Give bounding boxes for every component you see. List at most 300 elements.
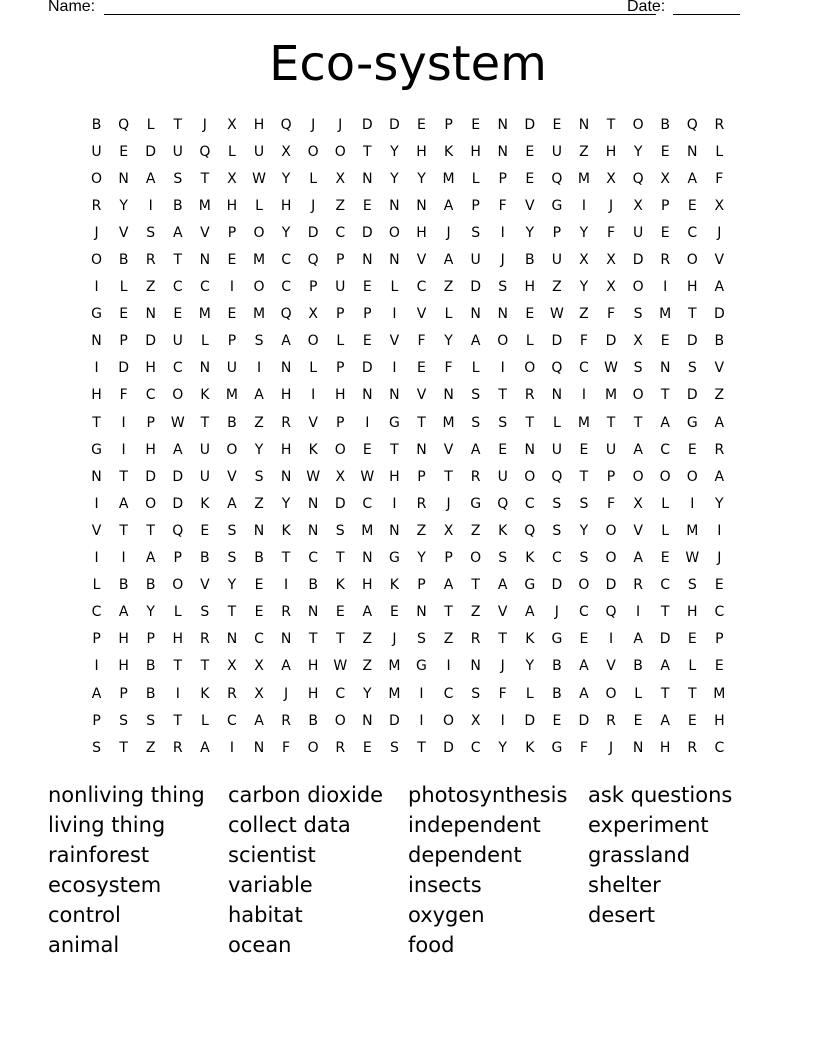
grid-letter[interactable]: P bbox=[471, 197, 480, 214]
grid-letter[interactable]: E bbox=[417, 116, 426, 133]
grid-letter[interactable]: T bbox=[92, 414, 101, 431]
grid-letter[interactable]: U bbox=[172, 333, 183, 350]
grid-letter[interactable]: E bbox=[552, 116, 562, 133]
grid-letter[interactable]: Y bbox=[227, 577, 237, 594]
grid-letter[interactable]: A bbox=[470, 441, 481, 458]
grid-letter[interactable]: B bbox=[200, 550, 210, 567]
grid-letter[interactable]: X bbox=[443, 522, 454, 539]
grid-letter[interactable]: V bbox=[91, 522, 102, 539]
grid-letter[interactable]: O bbox=[307, 739, 319, 756]
grid-letter[interactable]: X bbox=[606, 279, 616, 296]
grid-letter[interactable]: L bbox=[634, 685, 642, 702]
grid-letter[interactable]: D bbox=[605, 333, 617, 350]
grid-letter[interactable]: R bbox=[172, 739, 183, 756]
grid-letter[interactable]: N bbox=[470, 306, 481, 323]
grid-letter[interactable]: U bbox=[172, 143, 183, 160]
grid-letter[interactable]: O bbox=[172, 577, 184, 594]
grid-letter[interactable]: R bbox=[524, 387, 535, 404]
grid-letter[interactable]: C bbox=[714, 739, 725, 756]
grid-letter[interactable]: V bbox=[416, 252, 427, 269]
grid-letter[interactable]: T bbox=[200, 170, 210, 187]
grid-letter[interactable]: T bbox=[687, 685, 697, 702]
grid-letter[interactable]: M bbox=[225, 387, 238, 404]
grid-letter[interactable]: K bbox=[389, 577, 399, 594]
grid-letter[interactable]: C bbox=[524, 495, 535, 512]
grid-letter[interactable]: I bbox=[663, 279, 668, 296]
grid-letter[interactable]: Q bbox=[172, 522, 184, 539]
grid-letter[interactable]: S bbox=[471, 685, 481, 702]
grid-letter[interactable]: Z bbox=[579, 306, 589, 323]
grid-letter[interactable]: F bbox=[498, 197, 507, 214]
grid-letter[interactable]: A bbox=[254, 387, 264, 404]
grid-letter[interactable]: G bbox=[686, 414, 698, 431]
grid-letter[interactable]: V bbox=[308, 414, 318, 431]
grid-letter[interactable]: U bbox=[497, 468, 508, 485]
grid-letter[interactable]: Z bbox=[443, 631, 454, 648]
grid-letter[interactable]: P bbox=[146, 414, 155, 431]
grid-letter[interactable]: A bbox=[281, 333, 291, 350]
grid-letter[interactable]: Y bbox=[525, 658, 535, 675]
grid-letter[interactable]: A bbox=[362, 604, 373, 621]
grid-letter[interactable]: M bbox=[659, 306, 672, 323]
grid-letter[interactable]: I bbox=[581, 197, 587, 214]
grid-letter[interactable]: O bbox=[686, 252, 698, 269]
grid-letter[interactable]: Q bbox=[551, 170, 563, 187]
grid-letter[interactable]: R bbox=[281, 604, 291, 621]
grid-letter[interactable]: O bbox=[605, 685, 617, 702]
grid-letter[interactable]: L bbox=[255, 197, 263, 214]
grid-letter[interactable]: X bbox=[579, 252, 589, 269]
grid-letter[interactable]: V bbox=[606, 658, 616, 675]
grid-letter[interactable]: N bbox=[91, 468, 102, 485]
grid-letter[interactable]: A bbox=[579, 685, 589, 702]
grid-letter[interactable]: T bbox=[281, 550, 291, 567]
grid-letter[interactable]: R bbox=[633, 577, 643, 594]
grid-letter[interactable]: L bbox=[200, 333, 209, 350]
grid-letter[interactable]: C bbox=[281, 252, 291, 269]
grid-letter[interactable]: O bbox=[443, 712, 455, 729]
grid-letter[interactable]: I bbox=[636, 604, 641, 621]
grid-letter[interactable]: E bbox=[227, 252, 237, 269]
grid-letter[interactable]: Z bbox=[145, 279, 156, 296]
grid-letter[interactable]: T bbox=[390, 441, 399, 458]
grid-letter[interactable]: M bbox=[361, 522, 374, 539]
grid-letter[interactable]: D bbox=[524, 712, 536, 729]
grid-letter[interactable]: A bbox=[687, 170, 698, 187]
grid-letter[interactable]: I bbox=[94, 495, 99, 512]
grid-letter[interactable]: U bbox=[551, 143, 562, 160]
grid-letter[interactable]: L bbox=[471, 170, 480, 187]
grid-letter[interactable]: T bbox=[417, 414, 426, 431]
grid-letter[interactable]: O bbox=[334, 712, 346, 729]
grid-letter[interactable]: T bbox=[525, 414, 535, 431]
grid-letter[interactable]: B bbox=[308, 577, 318, 594]
grid-letter[interactable]: V bbox=[118, 224, 129, 241]
grid-letter[interactable]: N bbox=[280, 631, 292, 648]
grid-letter[interactable]: T bbox=[444, 604, 453, 621]
grid-letter[interactable]: L bbox=[336, 333, 345, 350]
grid-letter[interactable]: M bbox=[252, 306, 266, 323]
grid-letter[interactable]: D bbox=[551, 333, 563, 350]
grid-letter[interactable]: N bbox=[389, 522, 400, 539]
grid-letter[interactable]: M bbox=[577, 414, 590, 431]
grid-letter[interactable]: R bbox=[281, 712, 291, 729]
grid-letter[interactable]: N bbox=[578, 116, 590, 133]
grid-letter[interactable]: I bbox=[419, 685, 424, 702]
grid-letter[interactable]: H bbox=[416, 224, 427, 241]
grid-letter[interactable]: D bbox=[389, 712, 400, 729]
grid-letter[interactable]: J bbox=[717, 224, 722, 241]
grid-letter[interactable]: B bbox=[660, 116, 670, 133]
grid-letter[interactable]: P bbox=[227, 333, 237, 350]
grid-letter[interactable]: A bbox=[660, 712, 670, 729]
grid-letter[interactable]: T bbox=[498, 631, 507, 648]
grid-letter[interactable]: K bbox=[335, 577, 345, 594]
grid-letter[interactable]: A bbox=[118, 495, 129, 512]
grid-letter[interactable]: T bbox=[660, 685, 670, 702]
grid-letter[interactable]: P bbox=[417, 577, 426, 594]
grid-letter[interactable]: E bbox=[362, 333, 372, 350]
grid-letter[interactable]: G bbox=[416, 658, 427, 675]
grid-letter[interactable]: R bbox=[714, 441, 725, 458]
grid-letter[interactable]: G bbox=[551, 197, 563, 214]
grid-letter[interactable]: E bbox=[119, 306, 129, 323]
grid-letter[interactable]: S bbox=[417, 631, 426, 648]
grid-letter[interactable]: E bbox=[362, 197, 372, 214]
grid-letter[interactable]: C bbox=[91, 604, 102, 621]
grid-letter[interactable]: I bbox=[392, 495, 397, 512]
grid-letter[interactable]: I bbox=[717, 522, 722, 539]
grid-letter[interactable]: V bbox=[389, 333, 400, 350]
grid-letter[interactable]: O bbox=[686, 468, 698, 485]
grid-letter[interactable]: F bbox=[417, 333, 426, 350]
grid-letter[interactable]: O bbox=[632, 116, 644, 133]
grid-letter[interactable]: N bbox=[307, 522, 319, 539]
grid-letter[interactable]: C bbox=[579, 360, 589, 377]
grid-letter[interactable]: L bbox=[552, 414, 561, 431]
grid-letter[interactable]: S bbox=[146, 712, 156, 729]
grid-letter[interactable]: O bbox=[524, 360, 536, 377]
grid-letter[interactable]: T bbox=[173, 658, 183, 675]
grid-letter[interactable]: O bbox=[632, 387, 644, 404]
grid-letter[interactable]: L bbox=[471, 360, 480, 377]
grid-letter[interactable]: V bbox=[714, 360, 725, 377]
grid-letter[interactable]: P bbox=[444, 116, 453, 133]
grid-letter[interactable]: V bbox=[227, 468, 237, 485]
grid-letter[interactable]: A bbox=[254, 712, 264, 729]
grid-letter[interactable]: V bbox=[497, 604, 508, 621]
grid-letter[interactable]: K bbox=[498, 522, 508, 539]
grid-letter[interactable]: N bbox=[253, 739, 265, 756]
grid-letter[interactable]: O bbox=[632, 468, 644, 485]
grid-letter[interactable]: S bbox=[254, 468, 264, 485]
grid-letter[interactable]: F bbox=[579, 739, 588, 756]
grid-letter[interactable]: P bbox=[173, 550, 182, 567]
grid-letter[interactable]: Z bbox=[443, 279, 454, 296]
grid-letter[interactable]: B bbox=[145, 658, 156, 675]
grid-letter[interactable]: Y bbox=[579, 224, 589, 241]
grid-letter[interactable]: T bbox=[119, 522, 128, 539]
grid-letter[interactable]: C bbox=[172, 360, 183, 377]
grid-letter[interactable]: N bbox=[687, 143, 698, 160]
grid-letter[interactable]: A bbox=[660, 658, 670, 675]
grid-letter[interactable]: R bbox=[335, 739, 346, 756]
grid-letter[interactable]: U bbox=[632, 224, 644, 241]
grid-letter[interactable]: S bbox=[552, 495, 562, 512]
grid-letter[interactable]: A bbox=[633, 631, 643, 648]
grid-letter[interactable]: Z bbox=[416, 522, 427, 539]
grid-letter[interactable]: F bbox=[119, 387, 128, 404]
grid-letter[interactable]: N bbox=[632, 739, 644, 756]
grid-letter[interactable]: I bbox=[148, 197, 153, 214]
grid-letter[interactable]: G bbox=[388, 550, 400, 567]
grid-letter[interactable]: E bbox=[687, 631, 697, 648]
grid-letter[interactable]: H bbox=[389, 468, 400, 485]
grid-letter[interactable]: L bbox=[200, 712, 209, 729]
grid-letter[interactable]: H bbox=[362, 577, 373, 594]
grid-letter[interactable]: P bbox=[336, 306, 345, 323]
grid-letter[interactable]: C bbox=[416, 279, 427, 296]
grid-letter[interactable]: G bbox=[551, 631, 563, 648]
grid-letter[interactable]: P bbox=[444, 550, 453, 567]
grid-letter[interactable]: S bbox=[552, 522, 562, 539]
grid-letter[interactable]: R bbox=[606, 712, 616, 729]
grid-letter[interactable]: R bbox=[227, 685, 237, 702]
grid-letter[interactable]: A bbox=[172, 224, 183, 241]
grid-letter[interactable]: E bbox=[200, 522, 210, 539]
grid-letter[interactable]: L bbox=[390, 279, 399, 296]
grid-letter[interactable]: V bbox=[200, 224, 210, 241]
grid-letter[interactable]: V bbox=[416, 306, 427, 323]
grid-letter[interactable]: H bbox=[145, 441, 156, 458]
grid-letter[interactable]: D bbox=[145, 468, 157, 485]
grid-letter[interactable]: P bbox=[660, 197, 670, 214]
grid-letter[interactable]: N bbox=[307, 604, 319, 621]
grid-letter[interactable]: X bbox=[714, 197, 725, 214]
grid-letter[interactable]: M bbox=[198, 197, 211, 214]
grid-letter[interactable]: H bbox=[280, 197, 292, 214]
grid-letter[interactable]: O bbox=[226, 441, 238, 458]
grid-letter[interactable]: Q bbox=[686, 116, 698, 133]
grid-letter[interactable]: A bbox=[579, 658, 589, 675]
grid-letter[interactable]: V bbox=[633, 522, 643, 539]
grid-letter[interactable]: M bbox=[388, 658, 401, 675]
grid-letter[interactable]: D bbox=[578, 712, 590, 729]
grid-letter[interactable]: B bbox=[633, 658, 643, 675]
grid-letter[interactable]: B bbox=[172, 197, 183, 214]
grid-letter[interactable]: N bbox=[389, 387, 400, 404]
grid-letter[interactable]: F bbox=[606, 495, 616, 512]
grid-letter[interactable]: I bbox=[392, 360, 397, 377]
grid-letter[interactable]: K bbox=[308, 441, 318, 458]
grid-letter[interactable]: A bbox=[172, 441, 183, 458]
grid-letter[interactable]: C bbox=[308, 550, 319, 567]
grid-letter[interactable]: G bbox=[551, 739, 563, 756]
grid-letter[interactable]: C bbox=[551, 550, 562, 567]
grid-letter[interactable]: T bbox=[227, 604, 237, 621]
grid-letter[interactable]: I bbox=[581, 387, 587, 404]
grid-letter[interactable]: S bbox=[471, 414, 481, 431]
grid-letter[interactable]: S bbox=[119, 712, 129, 729]
grid-letter[interactable]: U bbox=[335, 279, 346, 296]
name-line[interactable] bbox=[104, 14, 656, 15]
grid-letter[interactable]: D bbox=[551, 577, 563, 594]
grid-letter[interactable]: I bbox=[94, 550, 99, 567]
grid-letter[interactable]: H bbox=[714, 712, 725, 729]
grid-letter[interactable]: H bbox=[686, 279, 698, 296]
grid-letter[interactable]: X bbox=[660, 170, 670, 187]
grid-letter[interactable]: N bbox=[362, 712, 373, 729]
grid-letter[interactable]: L bbox=[715, 143, 724, 160]
grid-letter[interactable]: U bbox=[253, 143, 265, 160]
grid-letter[interactable]: T bbox=[444, 468, 453, 485]
grid-letter[interactable]: T bbox=[119, 739, 128, 756]
grid-letter[interactable]: H bbox=[307, 658, 319, 675]
grid-letter[interactable]: K bbox=[525, 631, 535, 648]
grid-letter[interactable]: F bbox=[579, 333, 588, 350]
grid-letter[interactable]: O bbox=[388, 224, 400, 241]
grid-letter[interactable]: J bbox=[608, 739, 614, 756]
grid-letter[interactable]: W bbox=[685, 550, 700, 567]
grid-letter[interactable]: X bbox=[606, 252, 616, 269]
grid-letter[interactable]: T bbox=[579, 468, 589, 485]
grid-letter[interactable]: I bbox=[392, 306, 397, 323]
grid-letter[interactable]: D bbox=[686, 333, 698, 350]
grid-letter[interactable]: Z bbox=[470, 604, 481, 621]
grid-letter[interactable]: V bbox=[714, 252, 725, 269]
grid-letter[interactable]: X bbox=[281, 143, 291, 160]
grid-letter[interactable]: R bbox=[91, 197, 102, 214]
grid-letter[interactable]: J bbox=[311, 197, 316, 214]
grid-letter[interactable]: I bbox=[446, 658, 451, 675]
grid-letter[interactable]: I bbox=[608, 631, 614, 648]
grid-letter[interactable]: M bbox=[686, 522, 699, 539]
grid-letter[interactable]: J bbox=[446, 495, 451, 512]
grid-letter[interactable]: T bbox=[335, 550, 345, 567]
grid-letter[interactable]: H bbox=[91, 387, 102, 404]
grid-letter[interactable]: T bbox=[173, 116, 183, 133]
grid-letter[interactable]: C bbox=[254, 631, 264, 648]
grid-letter[interactable]: T bbox=[498, 387, 507, 404]
grid-letter[interactable]: K bbox=[525, 739, 535, 756]
grid-letter[interactable]: L bbox=[525, 685, 534, 702]
grid-letter[interactable]: N bbox=[416, 197, 427, 214]
grid-letter[interactable]: S bbox=[200, 604, 210, 621]
grid-letter[interactable]: N bbox=[551, 387, 563, 404]
grid-letter[interactable]: I bbox=[121, 550, 126, 567]
grid-letter[interactable]: H bbox=[334, 387, 346, 404]
grid-letter[interactable]: H bbox=[307, 685, 319, 702]
grid-letter[interactable]: B bbox=[227, 414, 237, 431]
grid-letter[interactable]: E bbox=[389, 604, 399, 621]
grid-letter[interactable]: X bbox=[633, 197, 643, 214]
grid-letter[interactable]: E bbox=[498, 441, 508, 458]
grid-letter[interactable]: Z bbox=[579, 143, 589, 160]
grid-letter[interactable]: T bbox=[146, 522, 155, 539]
grid-letter[interactable]: Q bbox=[632, 170, 644, 187]
grid-letter[interactable]: C bbox=[714, 604, 725, 621]
grid-letter[interactable]: L bbox=[309, 360, 318, 377]
grid-letter[interactable]: H bbox=[470, 143, 481, 160]
grid-letter[interactable]: T bbox=[606, 414, 616, 431]
grid-letter[interactable]: A bbox=[443, 197, 454, 214]
grid-letter[interactable]: E bbox=[525, 170, 535, 187]
grid-letter[interactable]: W bbox=[170, 414, 185, 431]
grid-letter[interactable]: J bbox=[311, 116, 316, 133]
grid-letter[interactable]: B bbox=[145, 685, 156, 702]
grid-letter[interactable]: J bbox=[338, 116, 343, 133]
grid-letter[interactable]: A bbox=[227, 495, 237, 512]
grid-letter[interactable]: P bbox=[552, 224, 562, 241]
grid-letter[interactable]: Z bbox=[470, 522, 481, 539]
grid-letter[interactable]: X bbox=[254, 685, 264, 702]
grid-letter[interactable]: X bbox=[633, 495, 643, 512]
grid-letter[interactable]: Y bbox=[417, 170, 426, 187]
grid-letter[interactable]: Y bbox=[281, 495, 291, 512]
grid-letter[interactable]: Y bbox=[715, 495, 724, 512]
grid-letter[interactable]: K bbox=[200, 685, 210, 702]
grid-letter[interactable]: O bbox=[578, 577, 590, 594]
grid-letter[interactable]: G bbox=[524, 577, 536, 594]
grid-letter[interactable]: M bbox=[604, 387, 618, 404]
grid-letter[interactable]: T bbox=[687, 306, 697, 323]
grid-letter[interactable]: O bbox=[659, 468, 671, 485]
grid-letter[interactable]: N bbox=[362, 387, 373, 404]
grid-letter[interactable]: T bbox=[660, 604, 670, 621]
grid-letter[interactable]: W bbox=[252, 170, 266, 187]
grid-letter[interactable]: P bbox=[227, 224, 237, 241]
grid-letter[interactable]: M bbox=[442, 414, 455, 431]
grid-letter[interactable]: I bbox=[690, 495, 695, 512]
grid-letter[interactable]: A bbox=[118, 604, 129, 621]
grid-letter[interactable]: Z bbox=[145, 739, 156, 756]
grid-letter[interactable]: P bbox=[336, 414, 345, 431]
grid-letter[interactable]: U bbox=[470, 252, 481, 269]
grid-letter[interactable]: N bbox=[416, 441, 427, 458]
grid-letter[interactable]: Y bbox=[281, 224, 291, 241]
grid-letter[interactable]: M bbox=[577, 170, 590, 187]
grid-letter[interactable]: A bbox=[470, 333, 481, 350]
grid-letter[interactable]: M bbox=[252, 252, 266, 269]
grid-letter[interactable]: T bbox=[173, 712, 183, 729]
grid-letter[interactable]: E bbox=[254, 604, 264, 621]
grid-letter[interactable]: P bbox=[92, 631, 101, 648]
grid-letter[interactable]: C bbox=[172, 279, 183, 296]
grid-letter[interactable]: Y bbox=[579, 522, 589, 539]
grid-letter[interactable]: A bbox=[281, 658, 291, 675]
grid-letter[interactable]: S bbox=[579, 550, 589, 567]
grid-letter[interactable]: U bbox=[551, 441, 562, 458]
grid-letter[interactable]: O bbox=[253, 279, 265, 296]
grid-letter[interactable]: Z bbox=[552, 279, 562, 296]
grid-letter[interactable]: H bbox=[118, 658, 129, 675]
grid-letter[interactable]: I bbox=[311, 387, 316, 404]
grid-letter[interactable]: J bbox=[554, 604, 559, 621]
grid-letter[interactable]: A bbox=[714, 468, 725, 485]
grid-letter[interactable]: P bbox=[417, 468, 426, 485]
grid-letter[interactable]: P bbox=[606, 468, 616, 485]
grid-letter[interactable]: H bbox=[226, 197, 238, 214]
grid-letter[interactable]: H bbox=[280, 441, 292, 458]
grid-letter[interactable]: C bbox=[227, 712, 237, 729]
grid-letter[interactable]: S bbox=[146, 224, 156, 241]
grid-letter[interactable]: L bbox=[444, 306, 453, 323]
grid-letter[interactable]: Y bbox=[390, 143, 399, 160]
grid-letter[interactable]: N bbox=[226, 631, 238, 648]
grid-letter[interactable]: N bbox=[659, 360, 671, 377]
grid-letter[interactable]: O bbox=[172, 387, 184, 404]
grid-letter[interactable]: R bbox=[714, 116, 725, 133]
